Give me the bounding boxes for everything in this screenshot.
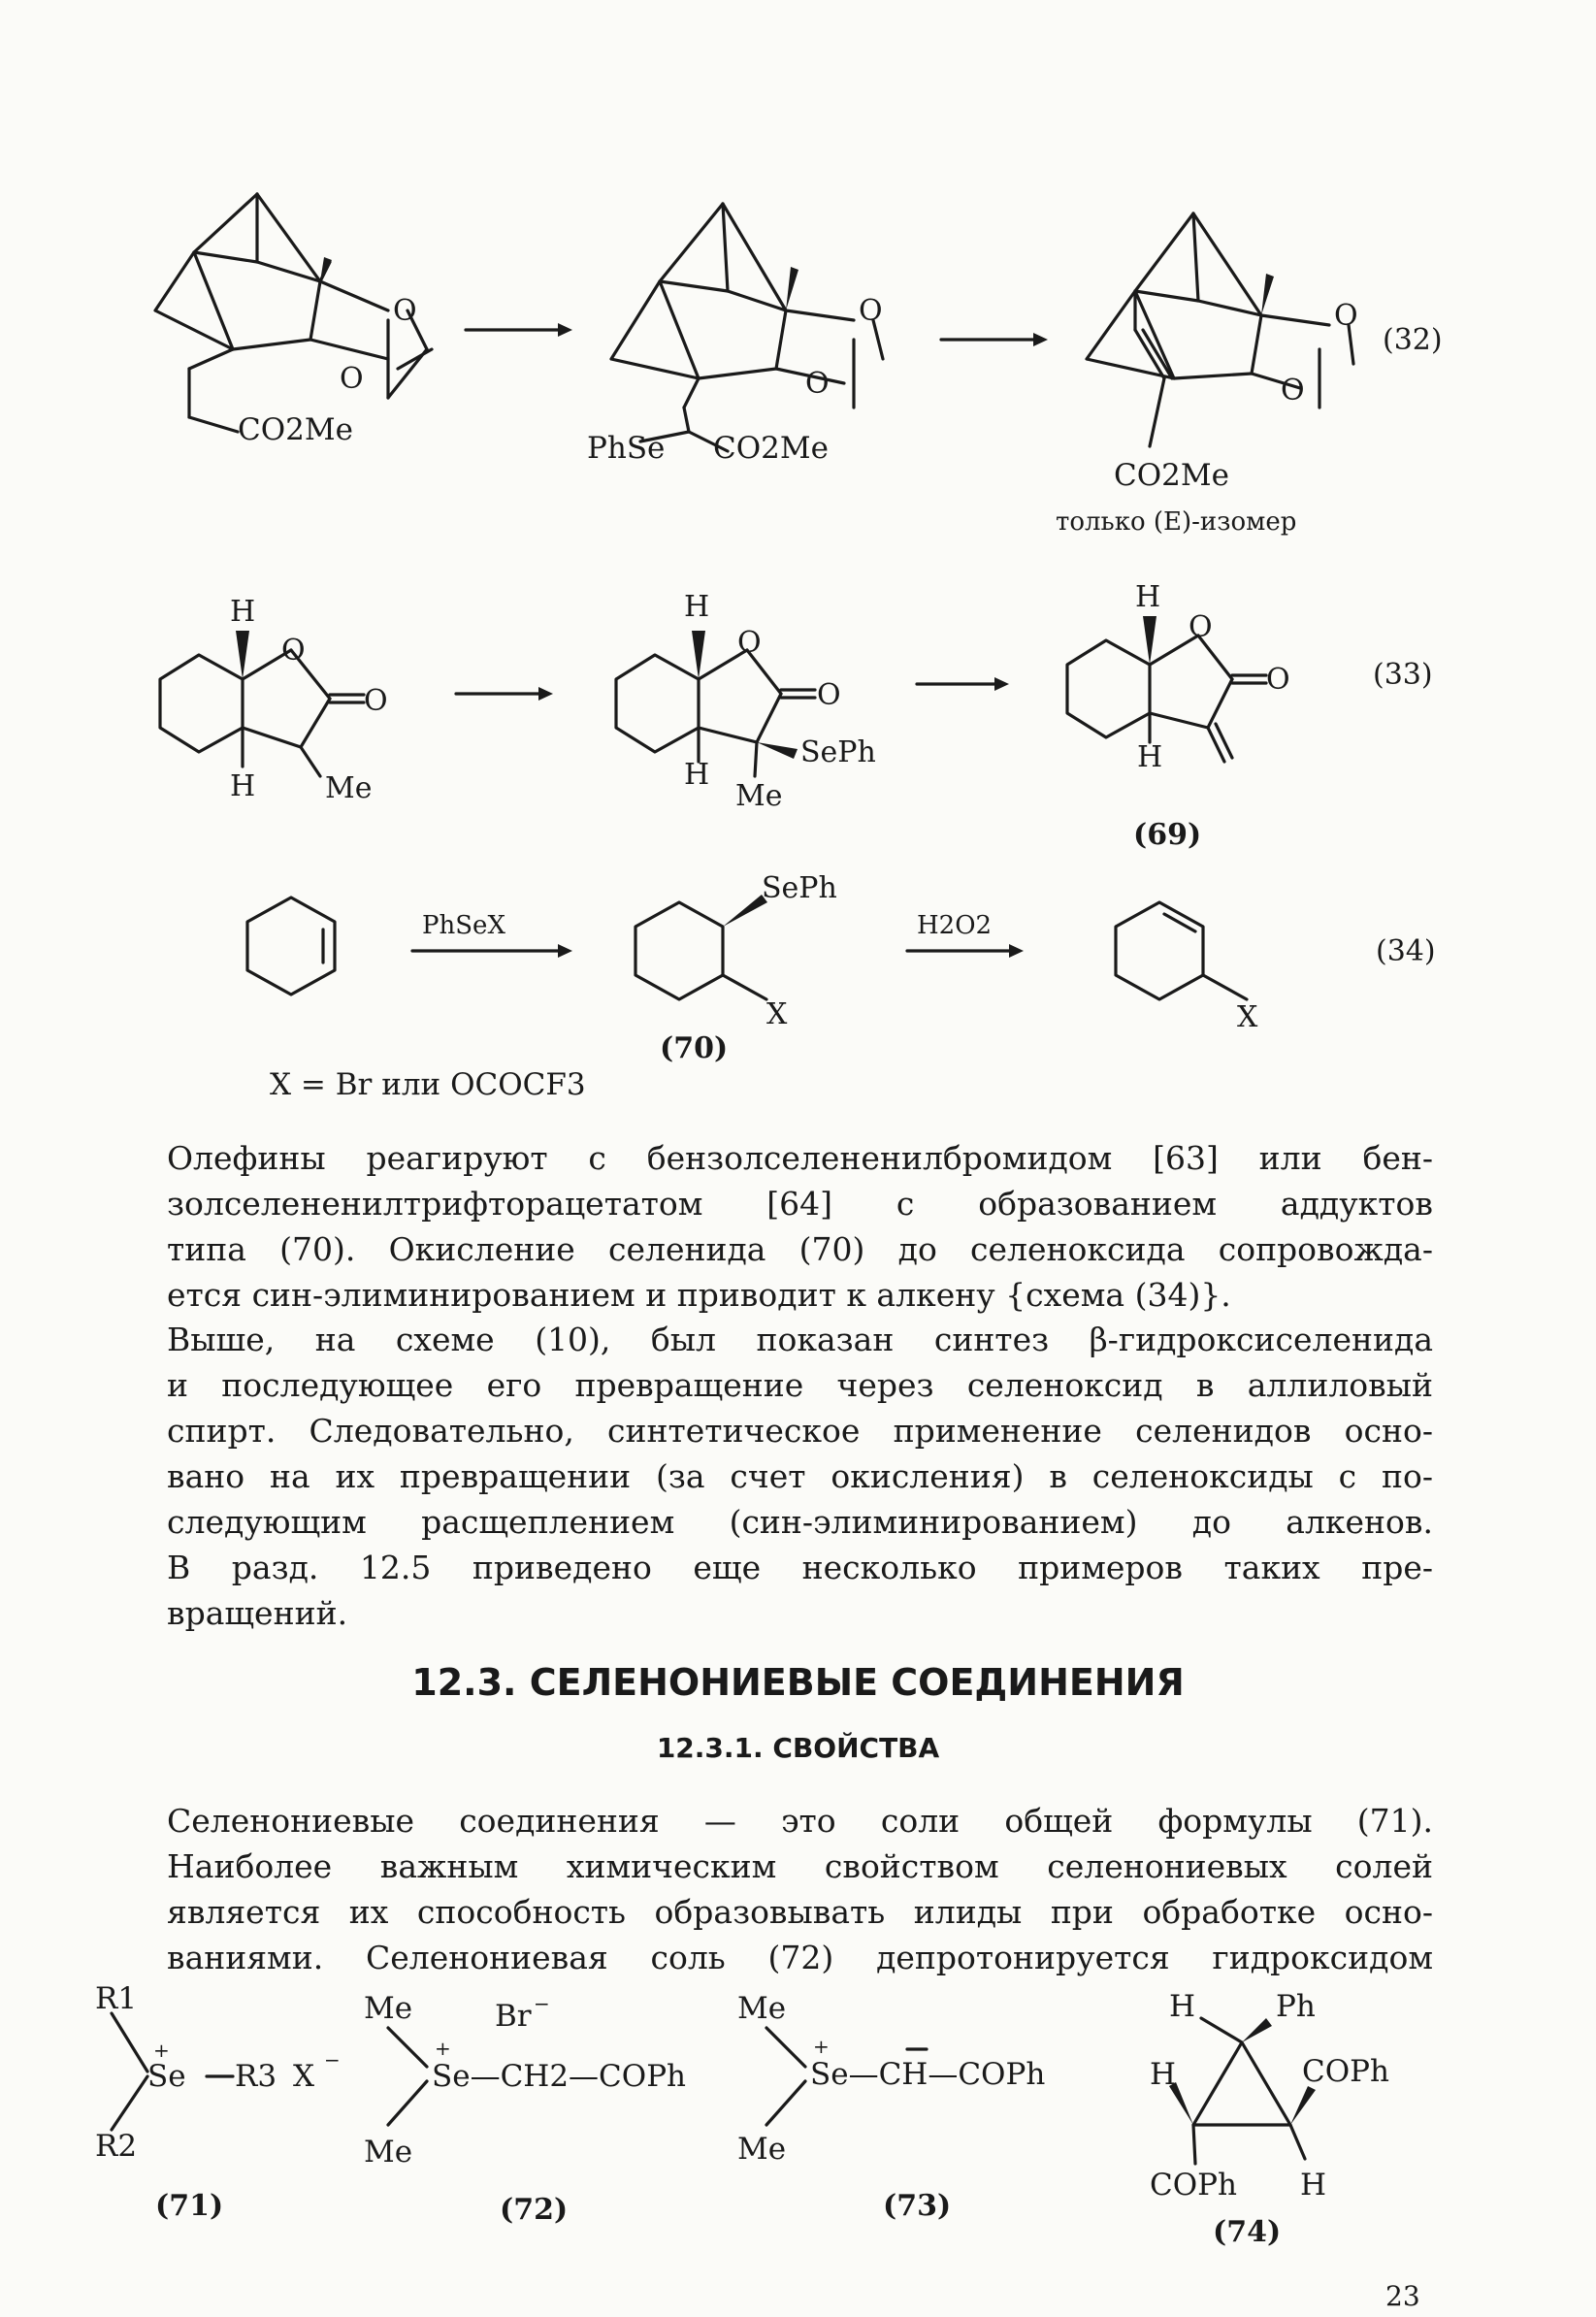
- scheme-34-seph: SePh: [762, 871, 837, 905]
- scheme-32-intermediate-phse: PhSe: [587, 431, 666, 466]
- scheme-34-reagent-1: PhSeX: [422, 911, 505, 940]
- compound-73: [766, 2028, 805, 2125]
- scheme-32-o2: O: [340, 362, 364, 396]
- scheme-33-reactant-me: Me: [325, 771, 373, 805]
- scheme-32-product-o2: O: [1281, 374, 1305, 408]
- scheme-34-reagent-2: H2O2: [917, 911, 993, 940]
- scheme-34-intermediate-number: (70): [660, 1031, 729, 1065]
- compound-72-number: (72): [500, 2193, 569, 2227]
- scheme-32-o1: O: [393, 294, 417, 328]
- compound-72-me-top: Me: [364, 1991, 413, 2026]
- paragraph-2-line: В разд. 12.5 приведено еще несколько примеров таких пре-: [167, 1549, 1433, 1586]
- compound-71-anion: X: [293, 2059, 315, 2094]
- scheme-33-intermediate-h1: H: [684, 590, 710, 624]
- scheme-33-reactant-o2: O: [364, 684, 388, 718]
- compound-71-number: (71): [155, 2189, 224, 2223]
- compound-71-anion-charge: −: [324, 2048, 341, 2072]
- compound-74-ph: Ph: [1276, 1989, 1316, 2024]
- subsection-heading: 12.3.1. СВОЙСТВА: [656, 1732, 940, 1764]
- compound-73-charge: +: [813, 2035, 830, 2058]
- paragraph-3-line: Наиболее важным химическим свойством селенониевых солей: [167, 1847, 1433, 1885]
- scheme-32-reactant-ester: CO2Me: [238, 412, 353, 447]
- scheme-33-reactant-h2: H: [230, 769, 256, 803]
- page-number: 23: [1385, 2280, 1420, 2312]
- scheme-34-x-definition: X = Br или OCOCF3: [270, 1067, 586, 1102]
- scheme-33-product-o: O: [1189, 610, 1213, 644]
- scheme-32-intermediate-ester: CO2Me: [713, 431, 829, 466]
- scheme-33-intermediate-o: O: [737, 626, 762, 660]
- paragraph-2-line: следующим расщеплением (син-элиминированием) до алкенов.: [167, 1503, 1433, 1541]
- scheme-33-reactant-h1: H: [230, 595, 256, 629]
- compound-73-number: (73): [883, 2189, 952, 2223]
- compound-74-coph-right: COPh: [1302, 2054, 1389, 2089]
- compound-72-charge: +: [435, 2037, 451, 2060]
- scheme-34-product-x: X: [1237, 1000, 1258, 1034]
- paragraph-1-line: ется син-элиминированием и приводит к алкену {схема (34)}.: [167, 1276, 1231, 1314]
- compound-74-number: (74): [1213, 2215, 1282, 2249]
- scheme-32-intermediate-o2: O: [805, 367, 830, 401]
- paragraph-2-line: спирт. Следовательно, синтетическое применение селенидов осно-: [167, 1412, 1433, 1450]
- scheme-33-intermediate-seph: SePh: [800, 735, 876, 769]
- scheme-33-product-o2: O: [1266, 663, 1290, 697]
- scheme-34-label: (34): [1376, 934, 1436, 968]
- scheme-33-product-number: (69): [1133, 818, 1202, 852]
- scheme-32-label: (32): [1383, 323, 1443, 357]
- scheme-32-note: только (E)-изомер: [1056, 507, 1297, 537]
- scheme-34-intermediate-x: X: [766, 997, 788, 1031]
- compound-74-h-top: H: [1169, 1989, 1196, 2024]
- compound-74: [1169, 2018, 1316, 2164]
- compound-71-r2: R2: [95, 2129, 138, 2164]
- scheme-33-intermediate-h2: H: [684, 758, 710, 792]
- scheme-33-product-h2: H: [1137, 740, 1163, 774]
- compound-71-r3: R3: [235, 2059, 277, 2094]
- paragraph-2-line: и последующее его превращение через селеноксид в аллиловый: [167, 1366, 1433, 1404]
- scheme-32-product-ester: CO2Me: [1114, 458, 1229, 493]
- paragraph-3-line: Селенониевые соединения — это соли общей формулы (71).: [167, 1802, 1433, 1840]
- compound-72-anion: Br: [495, 1999, 532, 2034]
- compound-73-me-bottom: Me: [737, 2132, 787, 2167]
- paragraph-3-line: является их способность образовывать илиды при обработке осно-: [167, 1893, 1433, 1931]
- scheme-33-intermediate-o2: O: [817, 678, 841, 712]
- compound-72-chain: Se—CH2—COPh: [432, 2059, 687, 2094]
- paragraph-1-line: золселененилтрифторацетатом [64] с образованием аддуктов: [167, 1185, 1433, 1223]
- compound-72: [388, 2028, 427, 2125]
- scheme-33-reactant-o: O: [281, 634, 306, 668]
- paragraph-2-line: вано на их превращении (за счет окисления) в селеноксиды с по-: [167, 1457, 1433, 1495]
- scheme-32-intermediate-o1: O: [859, 294, 883, 328]
- paragraph-1-line: типа (70). Окисление селенида (70) до селеноксида сопровожда-: [167, 1230, 1433, 1268]
- paragraph-3-line: ваниями. Селенониевая соль (72) депротонируется гидроксидом: [167, 1939, 1433, 1976]
- compound-71-se: Se: [147, 2059, 186, 2094]
- compound-73-chain: Se—CH—COPh: [810, 2057, 1046, 2092]
- compound-71-charge: +: [153, 2039, 170, 2062]
- scheme-33-product-h1: H: [1135, 580, 1161, 614]
- compound-71-r1: R1: [95, 1981, 138, 2016]
- compound-74-h-left: H: [1150, 2057, 1177, 2092]
- paragraph-1-line: Олефины реагируют с бензолселененилбромидом [63] или бен-: [167, 1139, 1433, 1177]
- compound-73-me-top: Me: [737, 1991, 787, 2026]
- compound-71: [112, 2013, 147, 2130]
- paragraph-2-line: Выше, на схеме (10), был показан синтез β-гидроксиселенида: [167, 1321, 1433, 1358]
- scheme-33-intermediate-me: Me: [735, 779, 783, 813]
- compound-72-me-bottom: Me: [364, 2135, 413, 2170]
- compound-74-h-bottom: H: [1300, 2168, 1327, 2203]
- scheme-33-label: (33): [1373, 658, 1433, 692]
- scheme-32-product-o1: O: [1334, 299, 1358, 333]
- compound-74-coph-bottom: COPh: [1150, 2168, 1237, 2203]
- section-heading: 12.3. СЕЛЕНОНИЕВЫЕ СОЕДИНЕНИЯ: [411, 1661, 1185, 1704]
- paragraph-2-line: вращений.: [167, 1594, 348, 1632]
- compound-72-anion-charge: −: [534, 1992, 550, 2015]
